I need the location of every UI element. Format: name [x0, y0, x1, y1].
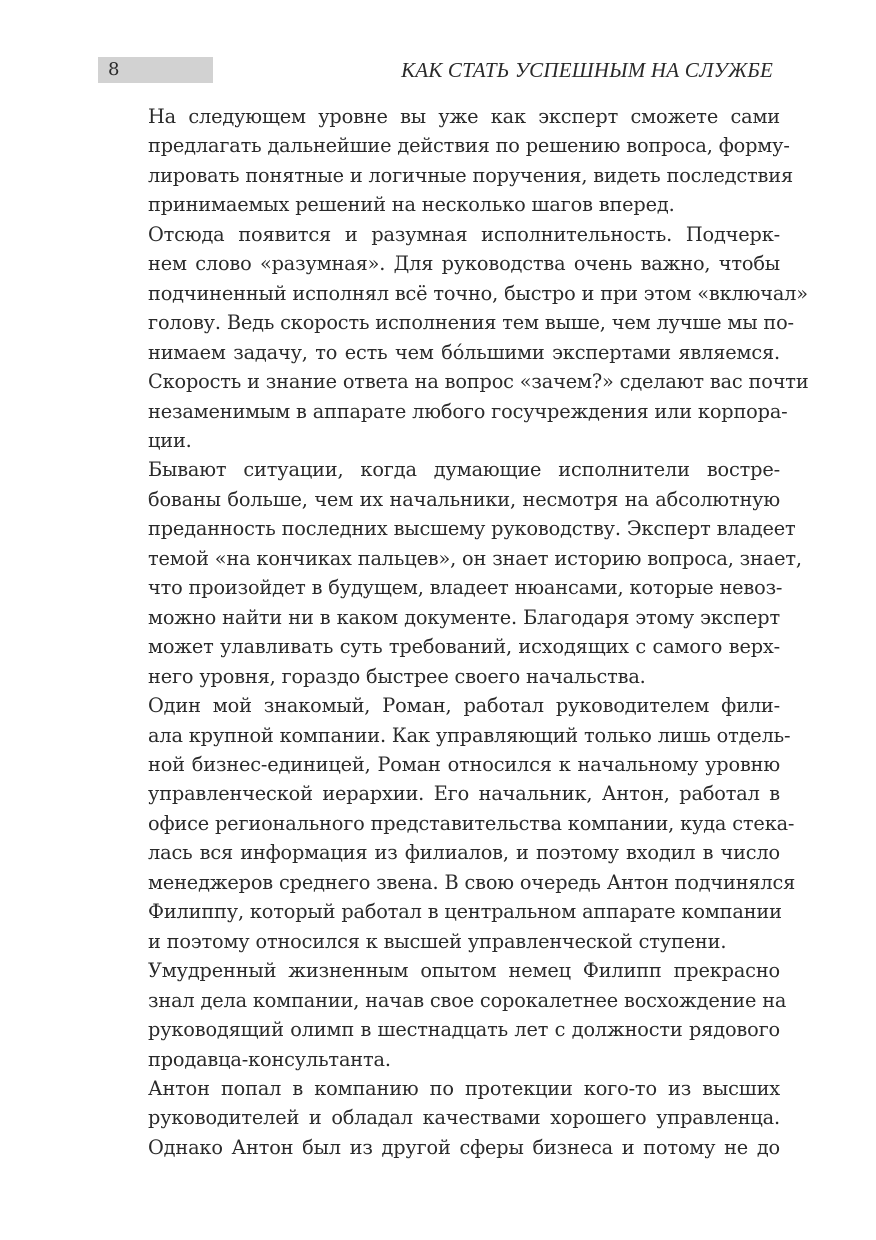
- text-line: незаменимым в аппарате любого госучреждения или корпора-: [148, 399, 788, 423]
- text-line: ции.: [148, 428, 192, 452]
- text-line: Один мой знакомый, Роман, работал руководителем фили-: [148, 694, 780, 718]
- text-line: Скорость и знание ответа на вопрос «зачем?» сделают вас почти: [148, 370, 809, 394]
- text-line: темой «на кончиках пальцев», он знает историю вопроса, знает,: [148, 546, 802, 570]
- text-line: можно найти ни в каком документе. Благодаря этому эксперт: [148, 605, 780, 629]
- running-title: КАК СТАТЬ УСПЕШНЫМ НА СЛУЖБЕ: [401, 58, 773, 82]
- paragraph: [98, 102, 793, 220]
- text-line: бованы больше, чем их начальники, несмотря на абсолютную: [148, 487, 780, 511]
- text-line: Умудренный жизненным опытом немец Филипп прекрасно: [148, 959, 780, 983]
- text-line: менеджеров среднего звена. В свою очередь Антон подчинялся: [148, 870, 796, 894]
- text-line: лась вся информация из филиалов, и поэтому входил в число: [148, 841, 780, 865]
- text-line: управленческой иерархии. Его начальник, Антон, работал в: [148, 782, 780, 806]
- text-line: него уровня, гораздо быстрее своего начальства.: [148, 664, 646, 688]
- text-line: руководящий олимп в шестнадцать лет с должности рядового: [148, 1018, 780, 1042]
- text-line: предлагать дальнейшие действия по решению вопроса, форму-: [148, 134, 790, 158]
- text-line: может улавливать суть требований, исходящих с самого верх-: [148, 635, 780, 659]
- text-line: Антон попал в компанию по протекции кого-то из высших: [148, 1076, 780, 1100]
- page-number: 8: [108, 59, 120, 80]
- text-line: руководителей и обладал качествами хорошего управленца.: [148, 1106, 780, 1130]
- text-line: ала крупной компании. Как управляющий только лишь отдель-: [148, 723, 791, 747]
- text-line: Однако Антон был из другой сферы бизнеса и потому не до: [148, 1135, 780, 1159]
- paragraph: [98, 220, 809, 456]
- text-line: На следующем уровне вы уже как эксперт сможете сами: [148, 105, 780, 128]
- text-line: нимаем задачу, то есть чем бо́льшими экспертами являемся.: [148, 340, 780, 364]
- text-line: ной бизнес-единицей, Роман относился к начальному уровню: [148, 752, 780, 776]
- text-line: и поэтому относился к высшей управленческой ступени.: [148, 929, 727, 953]
- text-line: преданность последних высшему руководству. Эксперт владеет: [148, 517, 796, 541]
- text-line: подчиненный исполнял всё точно, быстро и при этом «включал»: [148, 281, 808, 305]
- paragraph: [98, 455, 802, 691]
- text-line: принимаемых решений на несколько шагов вперед.: [148, 193, 675, 217]
- text-line: офисе регионального представительства компании, куда стека-: [148, 811, 795, 835]
- text-line: голову. Ведь скорость исполнения тем выше, чем лучше мы по-: [148, 311, 794, 335]
- text-line: Отсюда появится и разумная исполнительность. Подчерк-: [148, 222, 780, 246]
- text-line: нем слово «разумная». Для руководства очень важно, чтобы: [148, 252, 780, 276]
- paragraph: [98, 956, 787, 1074]
- text-line: знал дела компании, начав свое сорокалетнее восхождение на: [148, 988, 787, 1012]
- body-text: [98, 102, 809, 1162]
- text-line: что произойдет в будущем, владеет нюансами, которые невоз-: [148, 576, 783, 600]
- paragraph: [98, 691, 796, 956]
- text-line: продавца-консультанта.: [148, 1047, 391, 1071]
- text-line: Бывают ситуации, когда думающие исполнители востре-: [148, 458, 780, 482]
- paragraph: [98, 1074, 780, 1162]
- text-line: Филиппу, который работал в центральном аппарате компании: [148, 900, 782, 924]
- text-line: лировать понятные и логичные поручения, видеть последствия: [148, 163, 793, 187]
